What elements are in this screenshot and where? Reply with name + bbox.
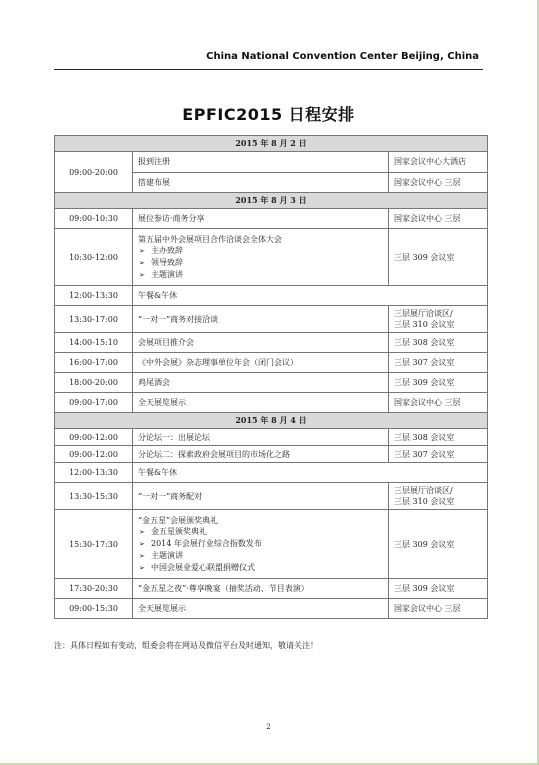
list-item — [138, 269, 383, 281]
venue-cell: 三层 308 会议室 — [388, 429, 487, 446]
venue-cell — [388, 483, 487, 510]
table-row — [55, 579, 488, 599]
list-item-text: 主办致辞 — [151, 245, 183, 255]
time-cell: 09:00-15:30 — [55, 599, 133, 619]
time-cell: 12:00-13:30 — [55, 286, 133, 306]
table-row — [55, 599, 488, 619]
time-cell: 15:30-17:30 — [55, 510, 133, 579]
table-row — [55, 429, 488, 446]
time-cell: 13:30-15:30 — [55, 483, 133, 510]
table-row — [55, 463, 488, 483]
list-item — [138, 257, 383, 269]
event-cell: “一对一”商务配对 — [133, 483, 389, 510]
time-cell: 17:30-20:30 — [55, 579, 133, 599]
header-divider — [54, 69, 483, 70]
time-cell: 12:00-13:30 — [55, 463, 133, 483]
venue-cell: 国家会议中心 三层 — [388, 393, 487, 413]
table-row — [55, 483, 488, 510]
venue-cell: 三层 309 会议室 — [388, 510, 487, 579]
bullet-list — [138, 245, 383, 281]
time-cell: 09:00-10:30 — [55, 209, 133, 229]
list-item — [138, 526, 383, 538]
venue-cell: 国家会议中心 三层 — [388, 209, 487, 229]
day-header-row — [55, 193, 488, 209]
event-cell — [133, 510, 389, 579]
time-cell: 13:30-17:00 — [55, 306, 133, 333]
table-row — [55, 152, 488, 173]
table-row — [55, 446, 488, 463]
day-label: 2015 年 8 月 3 日 — [55, 193, 488, 209]
arrow-bullet-icon: ➢ — [139, 258, 145, 267]
time-cell: 09:00-20:00 — [55, 152, 133, 193]
event-cell — [133, 229, 389, 286]
table-row — [55, 333, 488, 353]
table-row — [55, 306, 488, 333]
list-item-text: 主题演讲 — [151, 550, 183, 560]
list-item-text: 领导致辞 — [151, 257, 183, 267]
header-venue: China National Convention Center Beijing, China — [206, 51, 479, 62]
list-item — [138, 562, 383, 574]
event-cell: “金五星之夜”·尊享晚宴（抽奖活动、节目表演） — [133, 579, 389, 599]
event-cell: 《中外会展》杂志理事单位年会（闭门会议） — [133, 353, 389, 373]
event-cell: 会展项目推介会 — [133, 333, 389, 353]
time-cell: 10:30-12:00 — [55, 229, 133, 286]
time-cell: 09:00-17:00 — [55, 393, 133, 413]
arrow-bullet-icon: ➢ — [139, 246, 145, 255]
day-label: 2015 年 8 月 2 日 — [55, 136, 488, 152]
event-cell: 鸡尾酒会 — [133, 373, 389, 393]
event-title: “金五星”会展颁奖典礼 — [138, 515, 219, 525]
table-row — [55, 353, 488, 373]
event-cell: 分论坛二：探索政府会展项目的市场化之路 — [133, 446, 389, 463]
venue-cell: 三层 308 会议室 — [388, 333, 487, 353]
list-item-text: 主题演讲 — [151, 269, 183, 279]
venue-line: 三层 310 会议室 — [393, 320, 455, 329]
table-row — [55, 373, 488, 393]
venue-cell — [388, 306, 487, 333]
event-cell: “一对一”商务对接洽谈 — [133, 306, 389, 333]
list-item-text: 2014 年会展行业综合指数发布 — [151, 538, 262, 548]
bullet-list — [138, 526, 383, 574]
event-cell: 全天展览展示 — [133, 599, 389, 619]
arrow-bullet-icon: ➢ — [139, 539, 145, 548]
venue-cell: 国家会议中心大酒店 — [388, 152, 487, 173]
event-cell: 午餐&午休 — [133, 463, 488, 483]
time-cell: 09:00-12:00 — [55, 429, 133, 446]
time-cell: 18:00-20:00 — [55, 373, 133, 393]
arrow-bullet-icon: ➢ — [139, 270, 145, 279]
event-cell: 展位参访·商务分享 — [133, 209, 389, 229]
page-title: EPFIC2015 日程安排 — [182, 105, 355, 124]
venue-cell: 三层 309 会议室 — [388, 373, 487, 393]
time-cell: 14:00-15:10 — [55, 333, 133, 353]
event-cell: 搭建布展 — [133, 172, 389, 193]
list-item-text: 中国会展业爱心联盟捐赠仪式 — [151, 562, 255, 572]
table-row — [55, 393, 488, 413]
schedule-table — [54, 135, 488, 619]
event-cell: 报到注册 — [133, 152, 389, 173]
footnote: 注：具体日程如有变动，组委会将在网站及微信平台及时通知，敬请关注！ — [54, 641, 318, 650]
time-cell: 09:00-12:00 — [55, 446, 133, 463]
list-item — [138, 538, 383, 550]
table-row — [55, 229, 488, 286]
venue-line: 三层展厅洽谈区/ — [393, 486, 453, 495]
venue-cell: 国家会议中心 三层 — [388, 599, 487, 619]
venue-cell: 三层 309 会议室 — [388, 229, 487, 286]
list-item-text: 金五星颁奖典礼 — [151, 526, 207, 536]
event-title: 第五届中外会展项目合作洽谈会全体大会 — [138, 234, 282, 244]
venue-cell: 国家会议中心 三层 — [388, 172, 487, 193]
venue-cell: 三层 307 会议室 — [388, 353, 487, 373]
day-label: 2015 年 8 月 4 日 — [55, 413, 488, 429]
list-item — [138, 245, 383, 257]
table-row — [55, 209, 488, 229]
time-cell: 16:00-17:00 — [55, 353, 133, 373]
event-cell: 分论坛一：出展论坛 — [133, 429, 389, 446]
day-header-row — [55, 136, 488, 152]
event-cell: 午餐&午休 — [133, 286, 488, 306]
venue-line: 三层展厅洽谈区/ — [393, 309, 453, 318]
day-header-row — [55, 413, 488, 429]
venue-cell: 三层 309 会议室 — [388, 579, 487, 599]
page-number: 2 — [266, 723, 271, 731]
table-row — [55, 286, 488, 306]
venue-cell: 三层 307 会议室 — [388, 446, 487, 463]
arrow-bullet-icon: ➢ — [139, 551, 145, 560]
arrow-bullet-icon: ➢ — [139, 563, 145, 572]
venue-line: 三层 310 会议室 — [393, 497, 455, 506]
list-item — [138, 550, 383, 562]
table-row — [55, 510, 488, 579]
arrow-bullet-icon: ➢ — [139, 527, 145, 536]
event-cell: 全天展览展示 — [133, 393, 389, 413]
